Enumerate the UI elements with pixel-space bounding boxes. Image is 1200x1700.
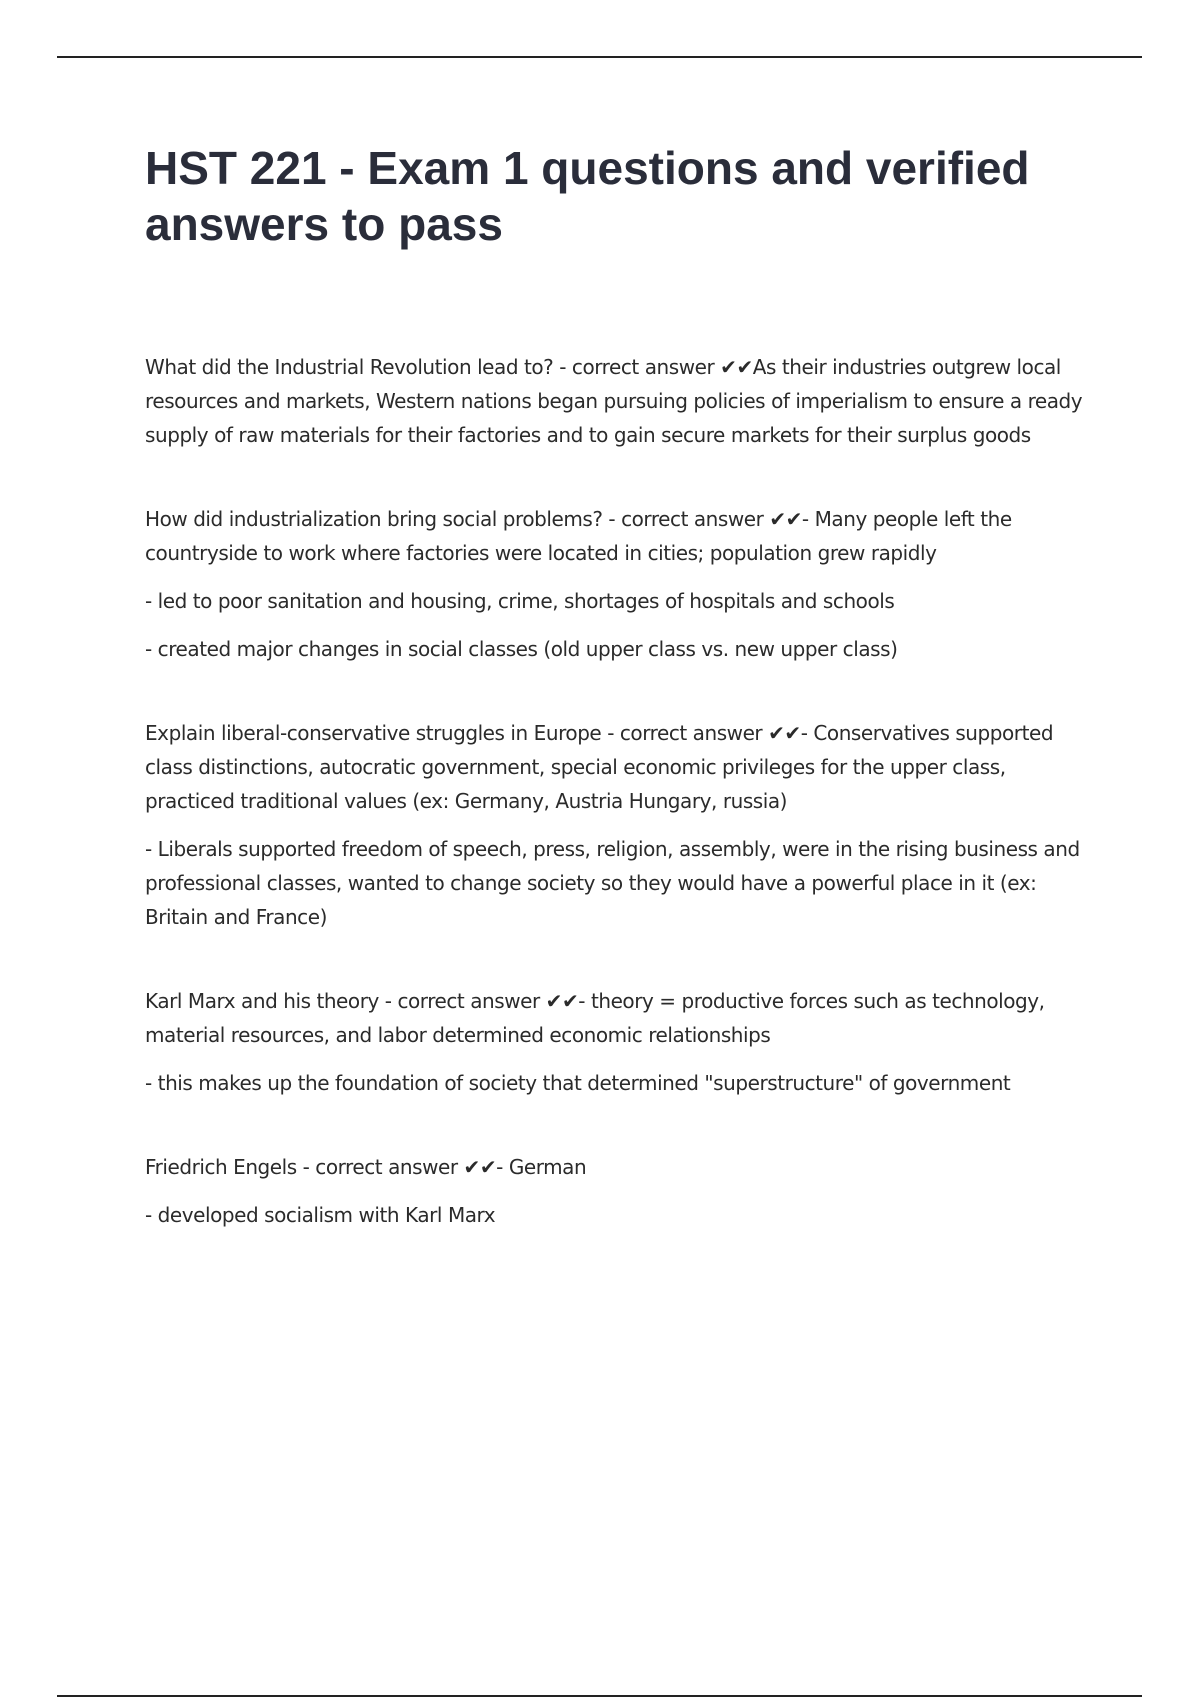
document-body: [145, 140, 1090, 1282]
qa-entry-4: [145, 984, 1090, 1100]
question-answer: Friedrich Engels - correct answer ✔✔- German: [145, 1155, 587, 1179]
qa-list: [145, 350, 1090, 1232]
qa-entry-2: [145, 502, 1090, 666]
qa-entry-5: [145, 1150, 1090, 1232]
question-answer: Karl Marx and his theory - correct answer ✔✔- theory = productive forces such as technology, material resources, and labor determined economic relationships: [145, 989, 1045, 1047]
top-rule: [57, 56, 1142, 58]
bottom-rule: [57, 1695, 1142, 1697]
answer-point: - created major changes in social classes (old upper class vs. new upper class): [145, 637, 898, 661]
answer-point: - led to poor sanitation and housing, crime, shortages of hospitals and schools: [145, 589, 895, 613]
question-answer: What did the Industrial Revolution lead to? - correct answer ✔✔As their industries outgrew local resources and markets, Western nations began pursuing policies of imperialism to ensure a ready supply of raw materials for their factories and to gain secure markets for their surplus goods: [145, 355, 1083, 447]
answer-point: - developed socialism with Karl Marx: [145, 1203, 496, 1227]
qa-entry-1: [145, 350, 1090, 452]
answer-point: - this makes up the foundation of society that determined "superstructure" of government: [145, 1071, 1011, 1095]
question-answer: How did industrialization bring social problems? - correct answer ✔✔- Many people left the countryside to work where factories were located in cities; population grew rapidly: [145, 507, 1012, 565]
answer-point: - Liberals supported freedom of speech, press, religion, assembly, were in the rising business and professional classes, wanted to change society so they would have a powerful place in it (ex: Britain and France): [145, 837, 1080, 929]
question-answer: Explain liberal-conservative struggles in Europe - correct answer ✔✔- Conservatives supported class distinctions, autocratic government, special economic privileges for the upper class, practiced traditional values (ex: Germany, Austria Hungary, russia): [145, 721, 1054, 813]
document-title: HST 221 - Exam 1 questions and verified answers to pass: [145, 142, 1030, 250]
qa-entry-3: [145, 716, 1090, 934]
